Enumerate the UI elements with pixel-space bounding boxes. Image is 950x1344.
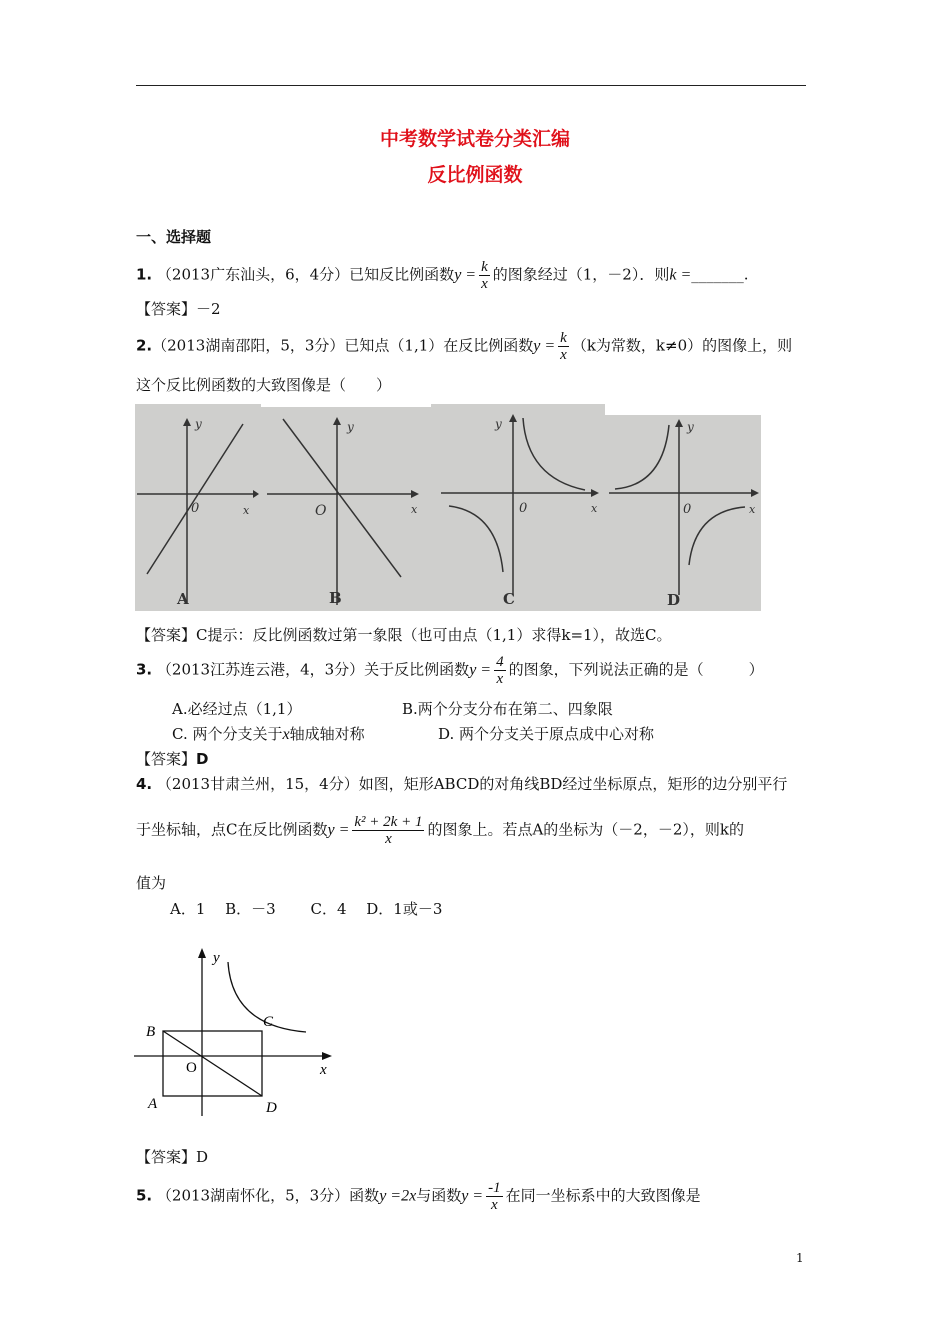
question-1 [136,259,749,292]
q2-text: （2013湖南邵阳，5，3分）已知点（1,1）在反比例函数 [152,336,534,355]
question-4 [136,773,787,794]
q1-y-eq: y = [454,266,477,284]
graph-c-x-label: x [591,502,598,515]
graph-d [605,415,761,611]
q3-answer-value: D [196,750,209,768]
q3-option-b: B.两个分支分布在第二、四象限 [402,700,613,718]
q4-y-eq: y = [327,821,350,839]
question-2 [136,330,792,363]
graph-d-label: D [667,591,681,609]
q1-answer-label: 【答案】 [136,300,197,318]
q3-frac-num: 4 [496,654,504,670]
q2-fraction [558,330,569,363]
q4-fig-a: A [148,1096,158,1112]
graph-b-x-label: x [411,503,418,516]
q4-line-2 [136,814,744,847]
q4-fraction [352,814,424,847]
q3-answer-label: 【答案】 [136,750,197,768]
graph-a-x-label: x [243,504,250,517]
q2-answer [136,624,672,645]
q4-fig-b: B [146,1024,156,1040]
q2-frac-den: x [560,347,567,363]
q1-blank: _______ [691,265,744,284]
q2-answer-label: 【答案】 [136,626,197,644]
q2-number: 2. [136,336,153,355]
q3-y-eq: y = [469,661,492,679]
q1-answer-value: －2 [196,300,221,318]
q4-answer-value: D [196,1148,209,1166]
q4-fig-d: D [266,1100,277,1116]
q3-fraction [494,654,506,687]
q4-line-3: 值为 [136,874,167,892]
q1-text: （2013广东汕头，6，4分）已知反比例函数 [156,265,455,284]
graph-a-y-label: y [195,417,202,431]
q3-option-c-var: x [282,726,290,743]
q5-frac-den: x [491,1197,498,1213]
graph-c-origin: 0 [519,501,528,516]
q1-number: 1. [136,265,153,284]
q1-text-post: 的图象经过（1，－2）．则 [492,265,670,284]
q5-text-post: 在同一坐标系中的大致图像是 [505,1186,701,1205]
graph-b-origin: O [315,503,327,519]
q4-frac-num: k² + 2k + 1 [354,814,423,830]
q3-frac-den: x [496,671,504,687]
question-5 [136,1180,701,1213]
top-rule [136,85,806,86]
q1-frac-den: x [481,276,488,292]
q3-option-c [172,723,365,744]
q1-frac-num: k [481,259,488,275]
q4-figure [130,940,350,1120]
graph-d-y-label: y [687,420,694,434]
q1-answer [136,298,221,319]
q3-text: （2013江苏连云港，4，3分）关于反比例函数 [156,660,470,679]
page-subtitle: 反比例函数 [427,164,523,186]
q2-y-eq: y = [533,337,556,355]
q3-number: 3. [136,660,153,679]
q4-options: A．1 B．－3 C．4 D．1或－3 [170,900,443,918]
q1-end: . [743,265,749,284]
q1-k-eq: k = [669,266,692,284]
section-heading: 一、选择题 [136,228,212,246]
graph-c-label: C [503,590,515,608]
q3-option-c-end: 轴成轴对称 [289,725,365,743]
q2-line-2: 这个反比例函数的大致图像是（ ） [136,376,392,394]
q5-frac-num: -1 [488,1180,501,1196]
graph-b [261,407,431,611]
q1-fraction [479,259,490,292]
q2-frac-num: k [560,330,567,346]
q4-answer [136,1146,208,1167]
graph-c-y-label: y [495,417,502,431]
q4-fig-y-label: y [213,950,220,966]
q5-function-1: y =2x [379,1187,417,1205]
q2-text-post: （k为常数，k≠0）的图像上，则 [571,336,793,355]
question-3 [136,654,764,687]
q3-option-c-text: C. 两个分支关于 [172,725,283,743]
graph-d-origin: 0 [683,502,692,517]
graph-c [431,404,605,611]
graph-a [135,404,261,611]
q4-fig-x-label: x [320,1062,327,1078]
graph-b-y-label: y [347,420,354,434]
page-title: 中考数学试卷分类汇编 [379,128,570,150]
q3-option-d: D. 两个分支关于原点成中心对称 [438,725,655,743]
q3-answer [136,748,208,769]
q4-fig-c: C [263,1014,274,1030]
q4-text-post: 的图象上。若点A的坐标为（－2，－2），则k的 [427,820,744,839]
graph-b-label: B [329,589,342,607]
q5-text-mid: 与函数 [416,1186,462,1205]
q3-text-post: 的图象，下列说法正确的是（ ） [508,660,764,679]
q5-fraction [486,1180,503,1213]
graph-d-x-label: x [749,503,756,516]
q4-fig-origin: O [186,1060,197,1076]
q5-text: （2013湖南怀化，5，3分）函数 [156,1186,380,1205]
page-number: 1 [796,1251,804,1265]
graph-a-label: A [177,590,189,608]
q2-graph-options [135,404,761,611]
q4-frac-den: x [385,831,392,847]
q4-number: 4. [136,775,153,793]
q4-answer-label: 【答案】 [136,1148,197,1166]
q2-answer-value: C提示：反比例函数过第一象限（也可由点（1,1）求得k=1），故选C。 [196,626,672,644]
q4-text: 于坐标轴，点C在反比例函数 [136,820,328,839]
q5-number: 5. [136,1186,153,1205]
graph-a-origin: 0 [191,501,200,516]
q3-option-a: A.必经过点（1,1） [172,700,302,718]
q5-y-eq: y = [461,1187,484,1205]
q4-line-1: （2013甘肃兰州，15，4分）如图，矩形ABCD的对角线BD经过坐标原点，矩形的边分别平行 [156,775,788,793]
